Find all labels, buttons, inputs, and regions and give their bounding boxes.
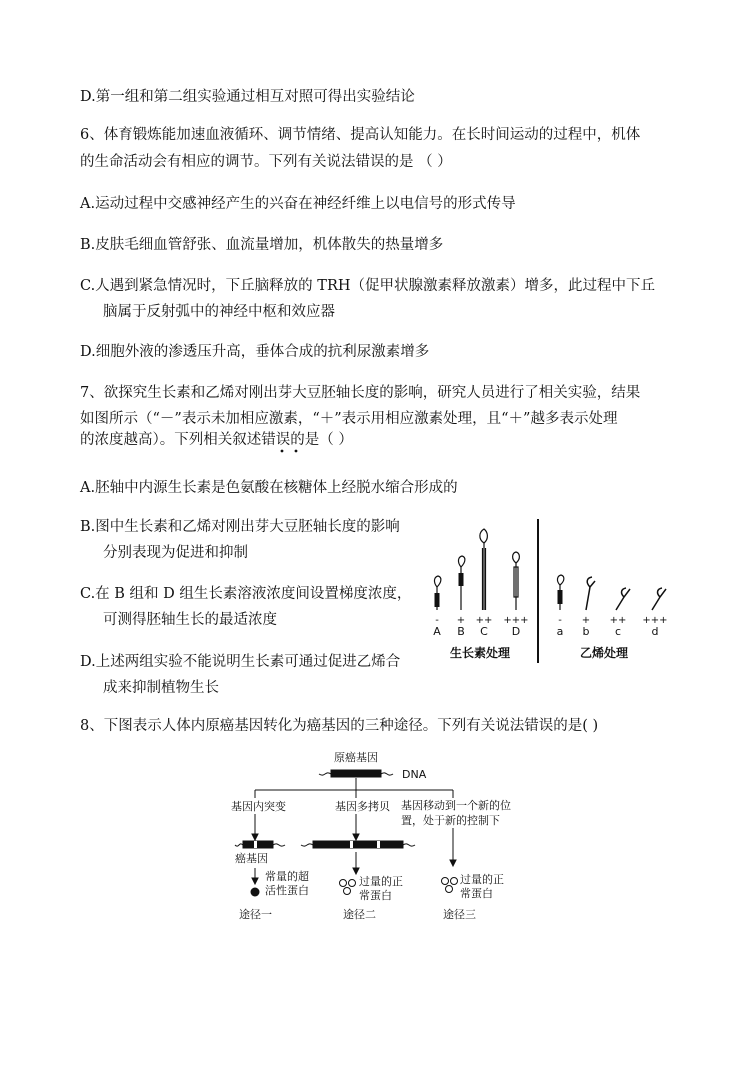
auxin-mark-1: -	[435, 615, 439, 626]
q8-oncogene-figure	[225, 748, 525, 928]
ethylene-group-d: d	[651, 625, 659, 638]
ethylene-group-b: b	[582, 625, 590, 638]
product1-line-1: 常量的超	[265, 870, 309, 883]
product3-line-2: 常蛋白	[460, 887, 493, 900]
auxin-group-D: D	[511, 625, 521, 638]
dna-top-icon	[319, 770, 393, 777]
auxin-group-A: A	[433, 625, 441, 638]
seedling-B	[458, 556, 464, 610]
q7-stem-line-3: 的浓度越高）。下列相关叙述错误的是（ ）	[80, 432, 353, 448]
normal-protein-icons-3	[442, 878, 458, 893]
normal-protein-icons-2	[340, 880, 356, 895]
seedling-d	[652, 588, 666, 610]
pathway-3-label: 途径三	[443, 908, 476, 921]
q7-seedling-figure	[420, 515, 690, 665]
product2-line-1: 过量的正	[359, 875, 403, 888]
seedling-A	[434, 576, 440, 610]
dna-oncogene-icon	[235, 841, 285, 848]
q6-stem-line-1: 6、体育锻炼能加速血液循环、调节情绪、提高认知能力。在长时间运动的过程中，机体	[80, 127, 641, 143]
dna-label: DNA	[402, 768, 427, 781]
auxin-group-C: C	[480, 625, 488, 638]
ethylene-caption: 乙烯处理	[579, 646, 629, 660]
seedling-c	[616, 588, 630, 610]
q6-stem-line-2: 的生命活动会有相应的调节。下列有关说法错误的是 （ ）	[80, 154, 452, 170]
q5-option-d: D.第一组和第二组实验通过相互对照可得出实验结论	[80, 89, 415, 105]
q7-option-d-line-1: D.上述两组实验不能说明生长素可通过促进乙烯合	[80, 654, 401, 670]
ethylene-group-a: a	[556, 625, 564, 638]
auxin-mark-3: ++	[475, 615, 493, 626]
q6-option-b: B.皮肤毛细血管舒张、血流量增加，机体散失的热量增多	[80, 237, 444, 253]
q6-option-a: A.运动过程中交感神经产生的兴奋在神经纤维上以电信号的形式传导	[80, 196, 516, 212]
q6-option-c-line-1: C.人遇到紧急情况时，下丘脑释放的 TRH（促甲状腺激素释放激素）增多，此过程中下丘	[80, 278, 656, 294]
product1-line-2: 活性蛋白	[265, 884, 309, 897]
seedling-a	[557, 575, 563, 610]
pathway-2-label: 途径二	[343, 908, 376, 921]
ethylene-mark-4: +++	[642, 615, 668, 626]
branch-mutation-label: 基因内突变	[231, 800, 286, 813]
q7-option-b-line-1: B.图中生长素和乙烯对刚出芽大豆胚轴长度的影响	[80, 519, 400, 535]
q7-stem-line-1: 7、欲探究生长素和乙烯对刚出芽大豆胚轴长度的影响，研究人员进行了相关实验，结果	[80, 385, 641, 401]
branch-copy-label: 基因多拷贝	[335, 800, 390, 813]
auxin-caption: 生长素处理	[449, 646, 511, 660]
q7-option-c-line-1: C.在 B 组和 D 组生长素溶液浓度间设置梯度浓度，	[80, 586, 412, 602]
auxin-group-B: B	[457, 625, 465, 638]
q7-stem-line-2: 如图所示（“－”表示未加相应激素，“＋”表示用相应激素处理，且“＋”越多表示处理	[80, 411, 618, 427]
auxin-mark-4: +++	[503, 615, 529, 626]
q6-option-d: D.细胞外液的渗透压升高，垂体合成的抗利尿激素增多	[80, 344, 430, 360]
ethylene-group-c: c	[614, 625, 622, 638]
q7-option-a: A.胚轴中内源生长素是色氨酸在核糖体上经脱水缩合形成的	[80, 480, 458, 496]
dna-multicopy-icon	[301, 841, 415, 848]
ethylene-mark-1: -	[558, 615, 562, 626]
pathway-1-label: 途径一	[239, 908, 272, 921]
branch-move-label-1: 基因移动到一个新的位	[401, 799, 511, 812]
seedling-b	[586, 577, 595, 610]
q7-option-b-line-2: 分别表现为促进和抑制	[103, 545, 248, 561]
q8-stem: 8、下图表示人体内原癌基因转化为癌基因的三种途径。下列有关说法错误的是( )	[80, 718, 599, 734]
branch-move-label-2: 置，处于新的控制下	[401, 814, 500, 827]
oncogene-label: 癌基因	[235, 852, 268, 865]
product3-line-1: 过量的正	[460, 873, 504, 886]
q7-option-d-line-2: 成来抑制植物生长	[103, 680, 219, 696]
ethylene-mark-2: +	[581, 615, 591, 626]
ethylene-mark-3: ++	[609, 615, 627, 626]
q7-option-c-line-2: 可测得胚轴生长的最适浓度	[103, 612, 277, 628]
emphasis-dots	[278, 447, 308, 455]
seedling-C	[480, 529, 488, 610]
seedling-D	[513, 552, 520, 610]
auxin-mark-2: +	[456, 615, 466, 626]
hyperactive-protein-icon	[251, 888, 260, 897]
proto-oncogene-label: 原癌基因	[334, 751, 378, 764]
q6-option-c-line-2: 脑属于反射弧中的神经中枢和效应器	[103, 304, 335, 320]
product2-line-2: 常蛋白	[359, 889, 392, 902]
